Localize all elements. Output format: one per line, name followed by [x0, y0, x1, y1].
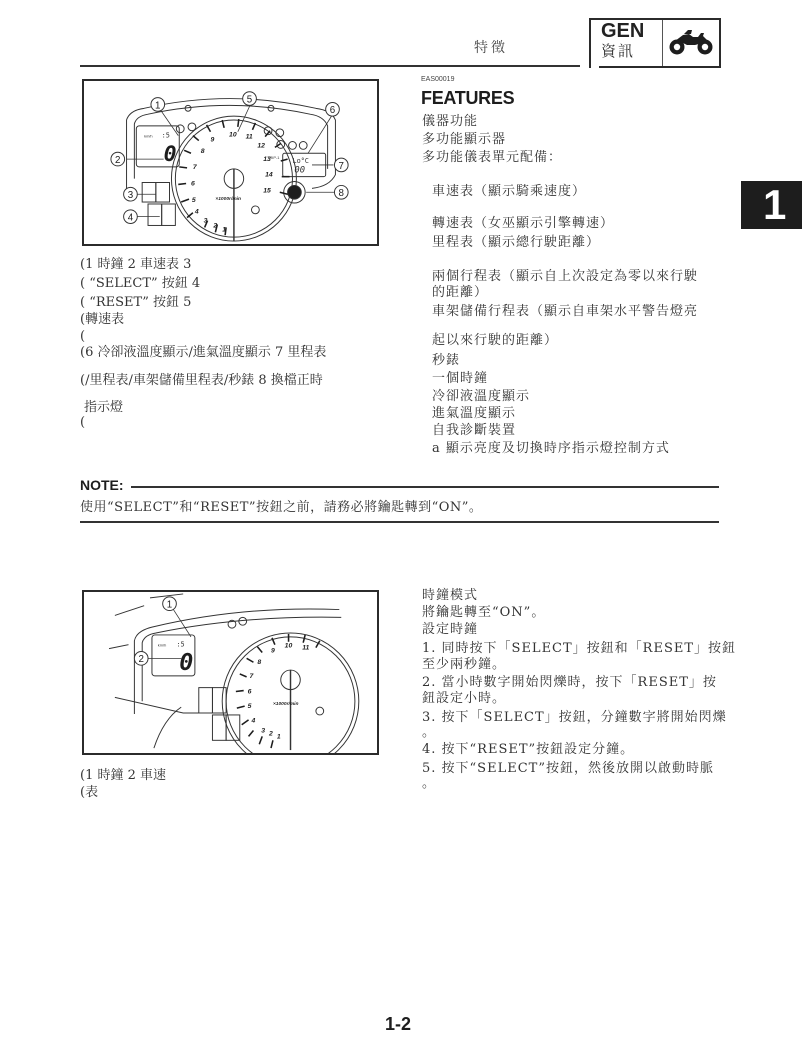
- note-rule: [131, 486, 719, 488]
- feature-item: 車架儲備行程表（顯示自車架水平警告燈亮: [432, 304, 699, 319]
- caption-line: (: [80, 415, 86, 430]
- feature-item: 里程表（顯示總行駛距離）: [432, 235, 601, 250]
- svg-text:11: 11: [245, 133, 253, 141]
- svg-text:8: 8: [257, 659, 262, 667]
- clock-line: 將鑰匙轉至“ON”。: [422, 605, 546, 620]
- features-line: 儀器功能: [422, 114, 479, 129]
- svg-text:×1000r/min: ×1000r/min: [272, 702, 299, 708]
- clock-step: 鈕設定小時。: [422, 691, 507, 706]
- svg-text:1: 1: [166, 599, 173, 611]
- svg-text:9: 9: [270, 647, 275, 655]
- clock-step: 至少兩秒鐘。: [422, 657, 507, 672]
- svg-text:8: 8: [338, 188, 345, 200]
- svg-text::5: :5: [176, 640, 185, 649]
- svg-text:km/h: km/h: [157, 642, 167, 648]
- svg-text:7: 7: [249, 672, 254, 680]
- features-line: 多功能儀表單元配備：: [422, 150, 563, 165]
- svg-text:1: 1: [276, 733, 281, 741]
- chapter-tab: 1: [741, 181, 802, 229]
- svg-text:2: 2: [115, 154, 121, 166]
- feature-item: 秒錶: [432, 353, 461, 368]
- svg-text:6: 6: [247, 688, 252, 696]
- svg-text:10: 10: [284, 642, 293, 650]
- note-rule: [80, 521, 719, 523]
- caption-line: (/里程表/車架儲備里程表/秒錶 8 換檔正時: [80, 373, 323, 388]
- svg-text:6: 6: [190, 180, 195, 188]
- caption-line: (: [80, 329, 86, 344]
- clock-line: 設定時鐘: [422, 622, 479, 637]
- svg-text:11: 11: [302, 644, 310, 652]
- motorcycle-icon: [667, 28, 715, 60]
- feature-item: 自我診斷裝置: [432, 423, 517, 438]
- svg-text:1: 1: [222, 226, 227, 234]
- callout-6: [326, 102, 340, 116]
- feature-item: 進氣溫度顯示: [432, 406, 517, 421]
- svg-text:2: 2: [138, 654, 144, 666]
- feature-item: 冷卻液溫度顯示: [432, 389, 531, 404]
- feature-item: 車速表（顯示騎乘速度）: [432, 184, 587, 199]
- svg-text:TRIP-1: TRIP-1: [267, 155, 280, 161]
- clock-step: 4. 按下“RESET”按鈕設定分鐘。: [422, 742, 635, 757]
- callout-3: [124, 187, 138, 201]
- svg-text:0: 0: [163, 142, 177, 168]
- caption-line: 指示燈: [84, 400, 124, 415]
- feature-item: 轉速表（女巫顯示引擎轉速）: [432, 216, 615, 231]
- svg-text:00: 00: [294, 165, 305, 176]
- svg-text:13: 13: [263, 156, 271, 164]
- svg-text:5: 5: [247, 703, 252, 711]
- feature-item: 兩個行程表（顯示自上次設定為零以來行駛: [432, 269, 699, 284]
- feature-item: 起以來行駛的距離）: [432, 333, 559, 348]
- svg-text:3: 3: [261, 727, 266, 735]
- svg-text:2: 2: [213, 222, 218, 230]
- svg-text:1: 1: [155, 100, 161, 112]
- caption-line: (1 時鐘 2 車速表 3: [80, 257, 192, 272]
- note-label: NOTE:: [80, 477, 124, 493]
- instrument-cluster-illustration: [84, 81, 377, 244]
- svg-text:7: 7: [192, 163, 197, 171]
- svg-text:4: 4: [251, 717, 256, 725]
- features-line: 多功能顯示器: [422, 132, 507, 147]
- svg-text:5: 5: [246, 94, 253, 106]
- figure-clock-display: [82, 590, 379, 755]
- caption-line: ( “RESET” 按鈕 5: [80, 295, 192, 310]
- caption-line: (6 冷卻液溫度顯示/進氣溫度顯示 7 里程表: [80, 345, 327, 360]
- callout-2: [111, 152, 125, 166]
- caption-line: ( “SELECT” 按鈕 4: [80, 276, 201, 291]
- callout-7: [334, 158, 348, 172]
- clock-step: 2. 當小時數字開始閃爍時，按下「RESET」按: [422, 675, 717, 690]
- badge-code: GEN: [601, 20, 645, 42]
- svg-text:7: 7: [338, 160, 345, 172]
- callout-2: [134, 652, 148, 666]
- clock-step: 1. 同時按下「SELECT」按鈕和「RESET」按鈕: [422, 641, 737, 656]
- features-heading: FEATURES: [421, 88, 515, 108]
- clock-step: 5. 按下“SELECT”按鈕，然後放開以啟動時脈: [422, 761, 714, 776]
- caption-line: (轉速表: [80, 312, 125, 327]
- svg-text:5: 5: [191, 197, 196, 205]
- feature-item: 的距離）: [432, 285, 489, 300]
- page-number: 1-2: [385, 1014, 412, 1034]
- note-text: 使用“SELECT”和“RESET”按鈕之前，請務必將鑰匙轉到“ON”。: [80, 500, 483, 515]
- callout-5: [243, 92, 257, 106]
- svg-text:2: 2: [269, 730, 273, 738]
- header-rule: [80, 65, 580, 67]
- svg-text:14: 14: [265, 171, 273, 179]
- svg-text:0: 0: [179, 648, 194, 677]
- svg-text:Lo°C: Lo°C: [292, 156, 309, 165]
- clock-line: 時鐘模式: [422, 588, 479, 603]
- svg-text:9: 9: [210, 136, 215, 144]
- callout-4: [124, 210, 138, 224]
- svg-text:km/h: km/h: [144, 133, 153, 139]
- clock-step: 3. 按下「SELECT」按鈕，分鐘數字將開始閃爍: [422, 710, 727, 725]
- svg-text:10: 10: [229, 131, 237, 139]
- section-badge: [589, 18, 721, 68]
- svg-text:×1000r/min: ×1000r/min: [215, 197, 241, 203]
- svg-text:15: 15: [263, 187, 271, 195]
- svg-text:3: 3: [127, 190, 134, 202]
- svg-text:6: 6: [329, 105, 336, 117]
- section-title: 特徵: [474, 40, 508, 56]
- svg-text::5: :5: [161, 131, 170, 140]
- svg-text:12: 12: [257, 142, 265, 150]
- clock-step: 。: [422, 725, 437, 740]
- callout-1: [151, 98, 165, 112]
- callout-1: [163, 597, 177, 611]
- callout-8: [334, 185, 348, 199]
- caption-line: (1 時鐘 2 車速: [80, 768, 167, 783]
- figure-instrument-cluster: [82, 79, 379, 246]
- svg-text:8: 8: [200, 148, 205, 156]
- badge-subtitle: 資訊: [601, 42, 636, 60]
- section-code: EAS00019: [421, 76, 455, 83]
- clock-display-illustration: [84, 592, 377, 753]
- svg-text:4: 4: [194, 208, 199, 216]
- feature-item: 一個時鐘: [432, 371, 489, 386]
- feature-item: a 顯示亮度及切換時序指示燈控制方式: [432, 441, 670, 456]
- caption-line: (表: [80, 785, 99, 800]
- clock-step: 。: [422, 776, 437, 791]
- svg-text:3: 3: [203, 217, 208, 225]
- svg-text:4: 4: [127, 212, 134, 224]
